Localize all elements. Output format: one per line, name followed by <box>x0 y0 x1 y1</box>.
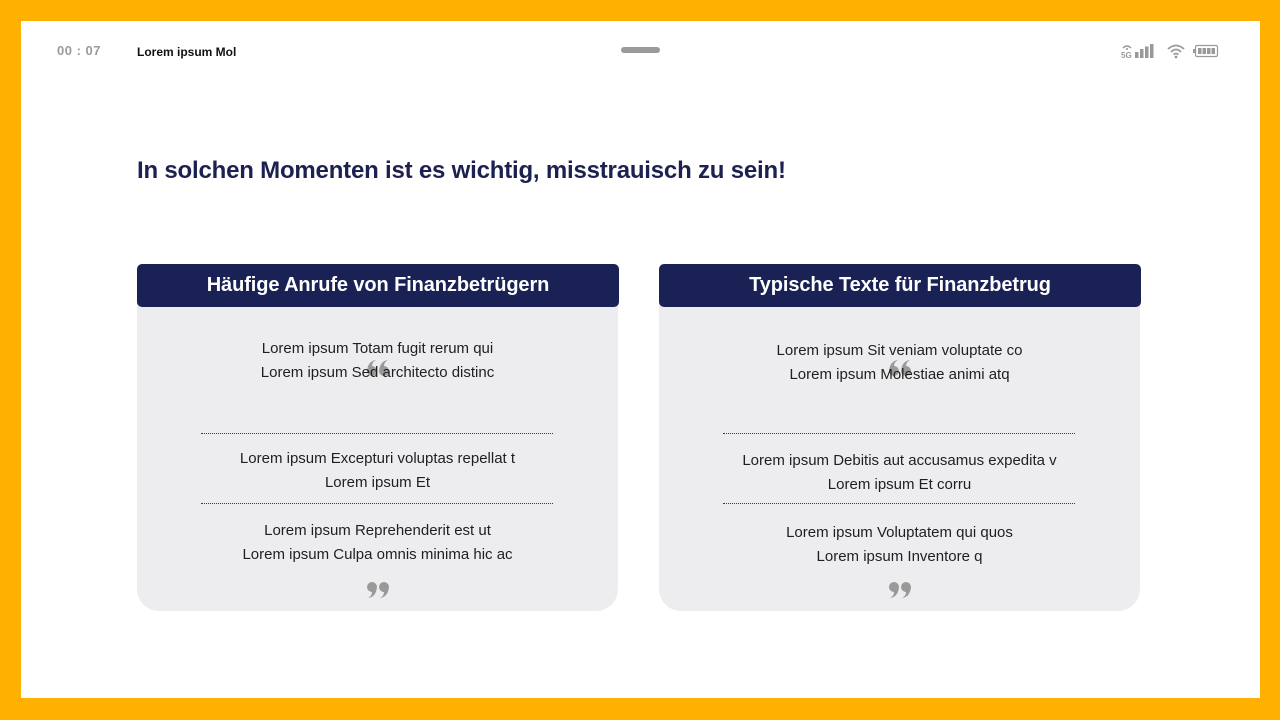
app-title: Lorem ipsum Mol <box>137 45 237 59</box>
dotted-divider <box>723 503 1075 504</box>
entry-line-2: Lorem ipsum Inventore q <box>816 548 983 565</box>
5g-signal-icon <box>1121 43 1159 59</box>
card-header: Häufige Anrufe von Finanzbetrügern <box>137 264 619 307</box>
entry-line-1: Lorem ipsum Reprehenderit est ut <box>264 522 491 539</box>
page-heading: In solchen Momenten ist es wichtig, misstrauisch zu sein! <box>137 157 786 184</box>
list-item <box>659 449 1140 497</box>
list-item <box>137 519 618 567</box>
list-item <box>137 447 618 495</box>
entry-line-2: Lorem ipsum Sed architecto distinc <box>260 364 495 381</box>
status-time: 00 : 07 <box>57 43 101 58</box>
entry-line-1: Lorem ipsum Totam fugit rerum qui <box>261 340 494 357</box>
wifi-icon <box>1167 43 1185 59</box>
card-header: Typische Texte für Finanzbetrug <box>659 264 1141 307</box>
close-quote-icon <box>137 581 618 599</box>
entry-line-2: Lorem ipsum Et corru <box>827 476 972 493</box>
status-icons <box>1121 43 1219 59</box>
card-body <box>137 294 618 611</box>
entry-line-1: Lorem ipsum Debitis aut accusamus expedita v <box>742 452 1057 469</box>
svg-text:5G: 5G <box>1121 51 1132 59</box>
notch-handle <box>621 47 660 53</box>
entry-line-2: Lorem ipsum Molestiae animi atq <box>789 366 1010 383</box>
dotted-divider <box>201 503 553 504</box>
close-quote-icon <box>659 581 1140 599</box>
entry-line-2: Lorem ipsum Culpa omnis minima hic ac <box>242 546 513 563</box>
entry-line-1: Lorem ipsum Sit veniam voluptate co <box>776 342 1023 359</box>
dotted-divider <box>201 433 553 434</box>
entry-line-2: Lorem ipsum Et <box>324 474 431 491</box>
list-item <box>659 339 1140 387</box>
battery-icon <box>1193 44 1219 58</box>
entry-line-1: Lorem ipsum Voluptatem qui quos <box>786 524 1013 541</box>
list-item <box>659 521 1140 569</box>
dotted-divider <box>723 433 1075 434</box>
card-body <box>659 294 1140 611</box>
entry-line-1: Lorem ipsum Excepturi voluptas repellat t <box>239 450 516 467</box>
card-finance-scam-calls <box>137 264 619 612</box>
card-typical-scam-texts <box>659 264 1141 612</box>
list-item <box>137 337 618 385</box>
phone-screen <box>21 21 1260 698</box>
